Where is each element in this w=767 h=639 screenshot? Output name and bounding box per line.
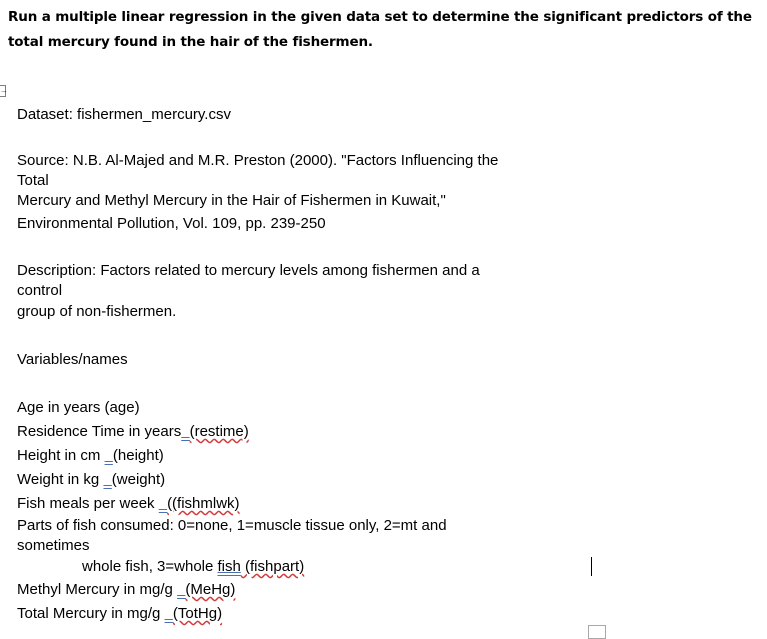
- restime-blank: [181, 423, 189, 440]
- variable-tothg: [17, 604, 222, 624]
- height-label: Height in cm: [17, 447, 105, 464]
- description-line-3: group of non-fishermen.: [17, 303, 177, 320]
- restime-name: (restime): [189, 423, 249, 440]
- variable-age: Age in years (age): [17, 399, 140, 416]
- variable-mehg: [17, 580, 235, 600]
- height-name: (height): [112, 447, 164, 464]
- weight-label: Weight in kg: [17, 471, 104, 488]
- weight-blank: [103, 471, 111, 488]
- fishmlwk-name: ((fishmlwk): [167, 495, 240, 512]
- source-line-2: Total: [17, 172, 49, 189]
- variable-fishpart-line-1: Parts of fish consumed: 0=none, 1=muscle tissue only, 2=mt and: [17, 517, 447, 534]
- description-line-2: control: [17, 282, 63, 299]
- fishmlwk-label: Fish meals per week: [17, 495, 159, 512]
- variable-height: [17, 446, 164, 466]
- move-anchor-icon[interactable]: [0, 85, 6, 97]
- variable-restime: [17, 422, 249, 442]
- variable-weight: [17, 470, 165, 490]
- restime-label: Residence Time in years: [17, 423, 182, 440]
- variables-heading: Variables/names: [17, 351, 128, 368]
- mehg-name: (MeHg): [185, 581, 236, 598]
- text-cursor: [591, 557, 592, 576]
- question-heading: [8, 5, 763, 55]
- mehg-label: Methyl Mercury in mg/g: [17, 581, 178, 598]
- question-line-1: Run a multiple linear regression in the given data set to determine the significant predictors of the: [8, 9, 752, 25]
- source-line-4: Environmental Pollution, Vol. 109, pp. 239-250: [17, 215, 326, 232]
- description-line-1: Description: Factors related to mercury levels among fishermen and a: [17, 262, 480, 279]
- fishmlwk-blank: [159, 495, 167, 512]
- dataset-line: Dataset: fishermen_mercury.csv: [17, 106, 231, 123]
- arrow-right-icon: →: [0, 86, 8, 95]
- fishpart-name: (fishpart): [240, 558, 305, 575]
- variable-fishpart-line-3: [82, 557, 304, 577]
- question-line-2: total mercury found in the hair of the fishermen.: [8, 34, 373, 50]
- variable-fishmlwk: [17, 494, 240, 514]
- fishpart-text: whole fish, 3=whole: [82, 558, 218, 575]
- source-line-3: Mercury and Methyl Mercury in the Hair of Fishermen in Kuwait,": [17, 192, 446, 209]
- tothg-label: Total Mercury in mg/g: [17, 605, 165, 622]
- variable-fishpart-line-2: sometimes: [17, 537, 90, 554]
- tothg-blank: [165, 605, 173, 622]
- fishpart-fish: fish: [217, 558, 241, 575]
- tothg-name: (TotHg): [172, 605, 223, 622]
- source-line-1: Source: N.B. Al-Majed and M.R. Preston (2000). "Factors Influencing the: [17, 152, 499, 169]
- resize-handle[interactable]: [588, 625, 606, 639]
- weight-name: (weight): [111, 471, 166, 488]
- height-blank: [105, 447, 113, 464]
